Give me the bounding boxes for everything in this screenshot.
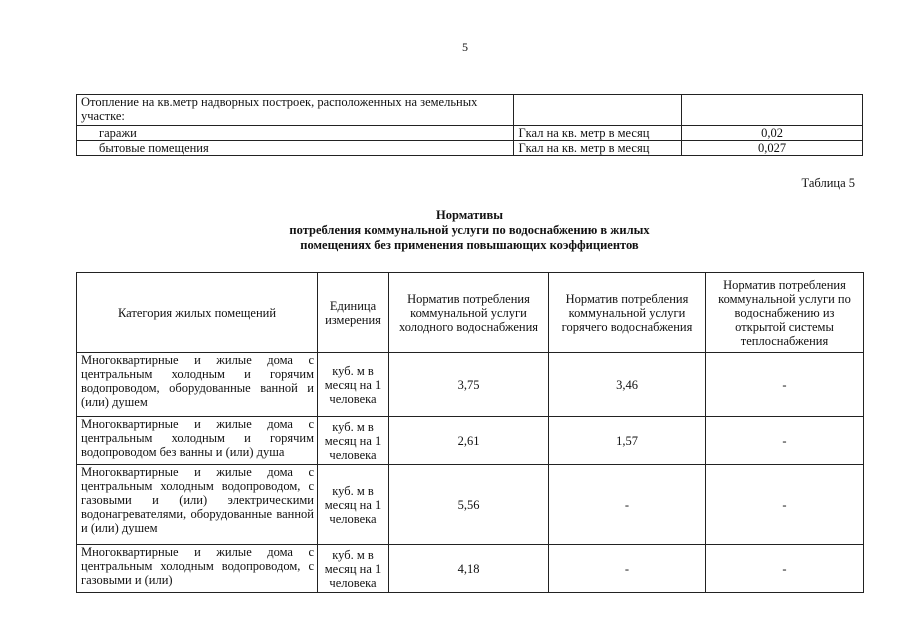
table-cell-value: 0,027 [682,141,863,156]
table-cell-open: - [706,353,864,417]
table-cell-open: - [706,465,864,545]
table-cell-hot: - [549,545,706,593]
table-cell-open: - [706,417,864,465]
heating-norms-table [76,94,863,156]
table-cell-unit: куб. м в месяц на 1 человека [318,353,389,417]
column-header-cold: Норматив потребления коммунальной услуги холодного водоснабжения [389,273,549,353]
table-cell-category: Многоквартирные и жилые дома с центральным холодным водопроводом, с газовыми и (или) электрическими водонагревателями, оборудованные ванной и (или) душем [77,465,318,545]
table-row [77,465,864,545]
table-cell-unit: куб. м в месяц на 1 человека [318,417,389,465]
table-row [77,545,864,593]
table-cell-hot: 1,57 [549,417,706,465]
column-header-hot: Норматив потребления коммунальной услуги горячего водоснабжения [549,273,706,353]
table-cell-unit: куб. м в месяц на 1 человека [318,465,389,545]
table-cell-category: Многоквартирные и жилые дома с центральным холодным и горячим водопроводом без ванны и (или) душа [77,417,318,465]
table-cell-category: Многоквартирные и жилые дома с центральным холодным водопроводом, с газовыми и (или) [77,545,318,593]
table-row [77,353,864,417]
table-row [77,417,864,465]
table-cell-open: - [706,545,864,593]
table-row [77,126,863,141]
table-cell-name: Отопление на кв.метр надворных построек, расположенных на земельных участке: [77,95,514,126]
table-cell-value [682,95,863,126]
page-number: 5 [462,40,468,54]
table-cell-name: бытовые помещения [77,141,514,156]
table-cell-value: 0,02 [682,126,863,141]
water-norms-table [76,272,864,593]
table-label: Таблица 5 [801,176,855,190]
table-cell-unit: Гкал на кв. метр в месяц [514,126,682,141]
column-header-open-system: Норматив потребления коммунальной услуги по водоснабжению из открытой системы теплоснабжения [706,273,864,353]
table-cell-unit [514,95,682,126]
column-header-category: Категория жилых помещений [77,273,318,353]
table-cell-hot: 3,46 [549,353,706,417]
table-row [77,95,863,126]
table-title [76,208,863,253]
table-cell-cold: 3,75 [389,353,549,417]
table-cell-unit: куб. м в месяц на 1 человека [318,545,389,593]
column-header-unit: Единица измерения [318,273,389,353]
table-cell-category: Многоквартирные и жилые дома с центральным холодным и горячим водопроводом, оборудованные ванной и (или) душем [77,353,318,417]
table-cell-unit: Гкал на кв. метр в месяц [514,141,682,156]
table-cell-name: гаражи [77,126,514,141]
table-row [77,141,863,156]
table-title-line: Нормативы [436,208,503,222]
table-cell-cold: 5,56 [389,465,549,545]
table-title-line: помещениях без применения повышающих коэффициентов [300,238,639,252]
table-title-line: потребления коммунальной услуги по водоснабжению в жилых [289,223,650,237]
table-header-row [77,273,864,353]
table-cell-cold: 4,18 [389,545,549,593]
table-cell-hot: - [549,465,706,545]
table-cell-cold: 2,61 [389,417,549,465]
